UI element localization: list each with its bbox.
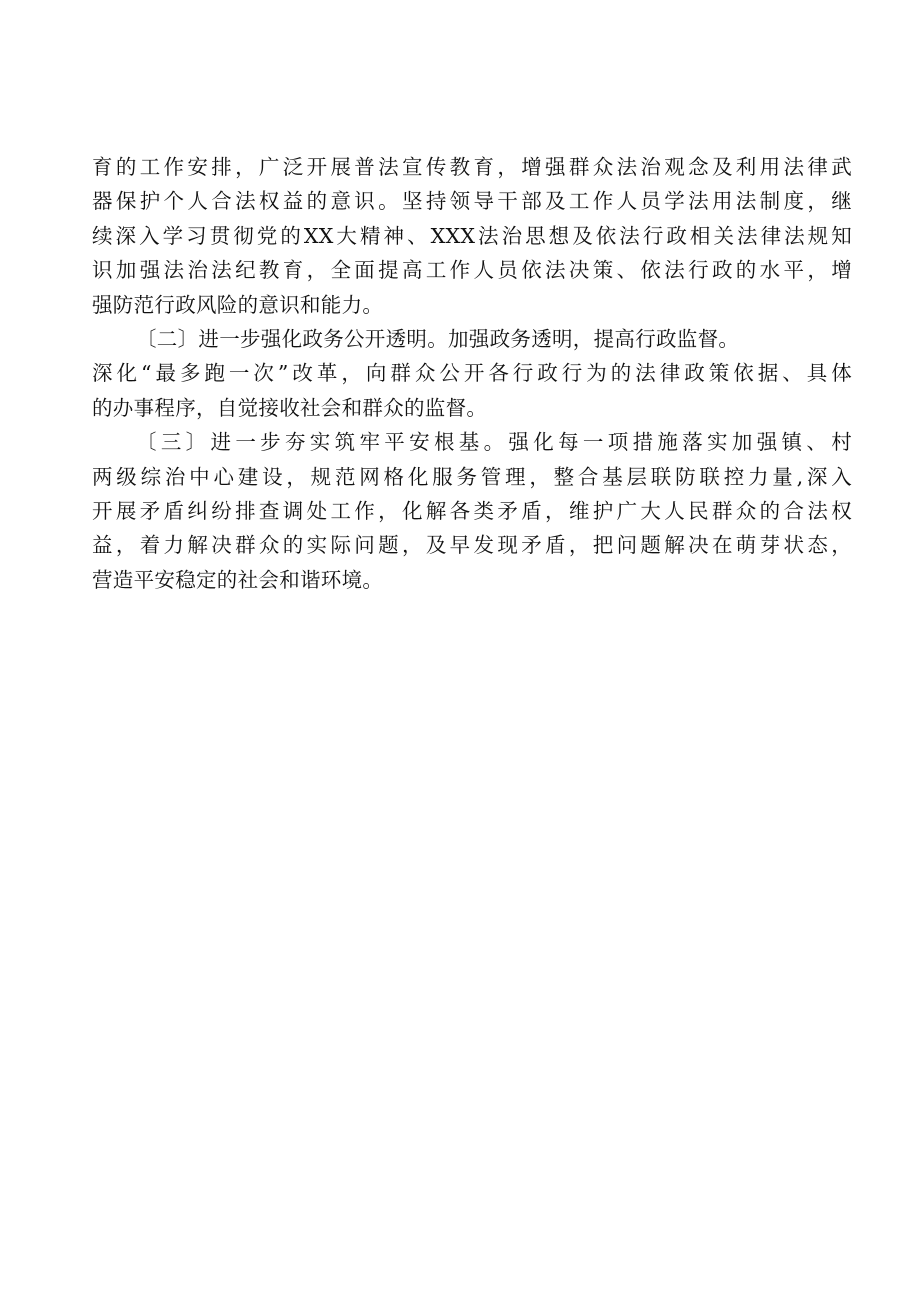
paragraph-law-education bbox=[92, 150, 852, 322]
text-line: 续深入学习贯彻党的XX大精神、XXX法治思想及依法行政相关法律法规知 bbox=[92, 223, 852, 248]
text-line: 强防范行政风险的意识和能力。 bbox=[92, 292, 384, 317]
text-line: 两级综治中心建设，规范网格化服务管理，整合基层联防联控力量,深入 bbox=[92, 464, 852, 489]
text-line: 的办事程序，自觉接收社会和群众的监督。 bbox=[92, 395, 488, 420]
text-line: 〔三〕进一步夯实筑牢平安根基。强化每一项措施落实加强镇、村 bbox=[136, 430, 852, 455]
text-line: 〔二〕进一步强化政务公开透明。加强政务透明，提高行政监督。 bbox=[136, 326, 740, 351]
text-line: 营造平安稳定的社会和谐环境。 bbox=[92, 567, 384, 592]
text-line: 益，着力解决群众的实际问题，及早发现矛盾，把问题解决在萌芽状态， bbox=[92, 533, 852, 558]
paragraph-public-safety bbox=[92, 425, 852, 597]
text-line: 开展矛盾纠纷排查调处工作，化解各类矛盾，维护广大人民群众的合法权 bbox=[92, 498, 852, 523]
text-line: 深化“最多跑一次”改革，向群众公开各行政行为的法律政策依据、具体 bbox=[92, 361, 852, 386]
document-body bbox=[92, 150, 852, 597]
paragraph-government-transparency bbox=[92, 322, 852, 425]
text-line: 识加强法治法纪教育，全面提高工作人员依法决策、依法行政的水平，增 bbox=[92, 258, 852, 283]
text-line: 育的工作安排，广泛开展普法宣传教育，增强群众法治观念及利用法律武 bbox=[92, 155, 852, 179]
text-line: 器保护个人合法权益的意识。坚持领导干部及工作人员学法用法制度，继 bbox=[92, 189, 852, 214]
